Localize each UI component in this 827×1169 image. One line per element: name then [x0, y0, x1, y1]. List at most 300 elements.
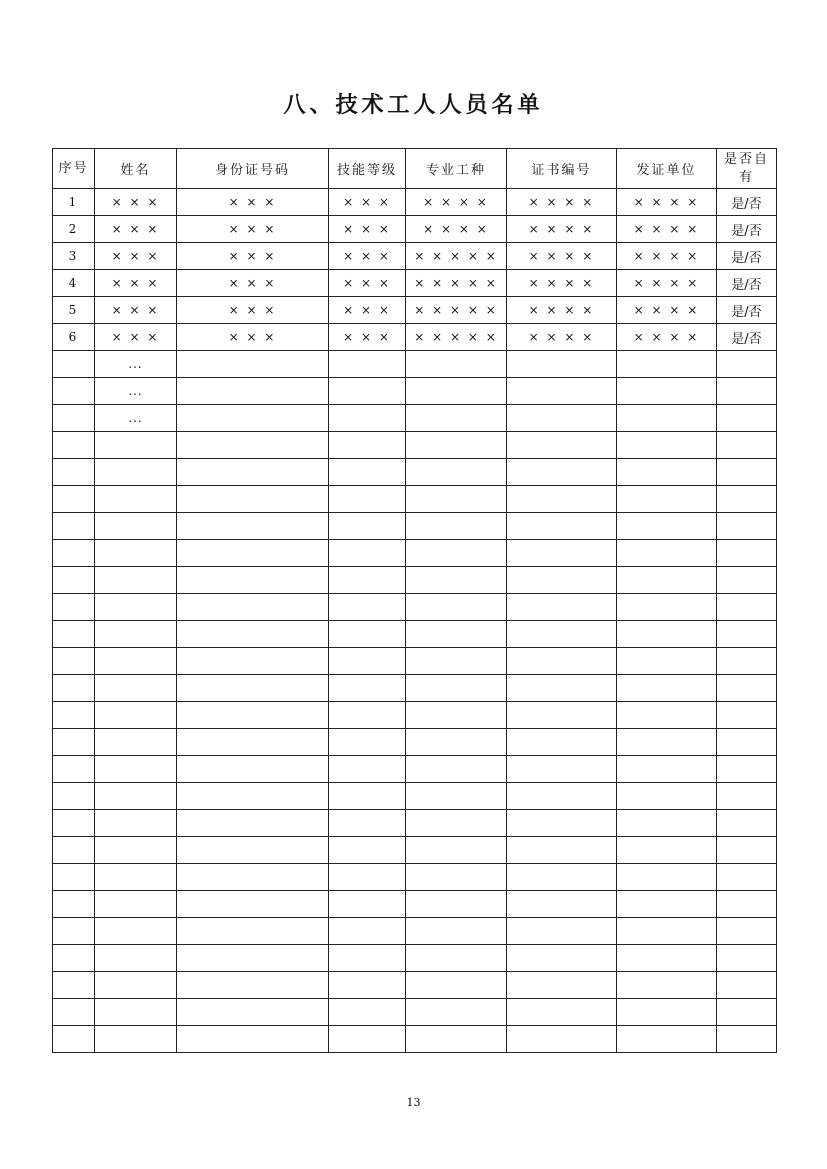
cell-seq: 4 [53, 270, 95, 297]
cell-empty [95, 972, 177, 999]
cell-skill-level: × × × [329, 297, 406, 324]
cell-empty [617, 540, 717, 567]
cell-empty [177, 756, 329, 783]
cell-empty [53, 918, 95, 945]
cell-cert-number: × × × × [507, 270, 617, 297]
cell-empty [329, 648, 406, 675]
cell-empty [617, 486, 717, 513]
cell-skill-level: × × × [329, 243, 406, 270]
cell-empty [717, 513, 777, 540]
cell-empty [95, 567, 177, 594]
cell-own: 是/否 [717, 297, 777, 324]
cell-empty [406, 1026, 507, 1053]
cell-empty [717, 810, 777, 837]
cell-empty [406, 513, 507, 540]
cell-empty [406, 810, 507, 837]
cell-name: × × × [95, 270, 177, 297]
header-own [717, 149, 777, 189]
cell-empty [717, 1026, 777, 1053]
cell-empty [617, 810, 717, 837]
cell-empty [617, 378, 717, 405]
cell-empty [507, 513, 617, 540]
cell-empty [177, 567, 329, 594]
cell-empty [406, 891, 507, 918]
cell-empty [406, 540, 507, 567]
cell-cert-number: × × × × [507, 243, 617, 270]
cell-empty [406, 405, 507, 432]
cell-seq: 5 [53, 297, 95, 324]
cell-empty [717, 918, 777, 945]
cell-empty [507, 999, 617, 1026]
cell-id-number: × × × [177, 189, 329, 216]
cell-empty [507, 864, 617, 891]
header-seq-label: 序号 [58, 160, 89, 176]
cell-empty [53, 756, 95, 783]
table-row-blank [53, 432, 777, 459]
cell-empty [617, 864, 717, 891]
header-issuer: 发证单位 [617, 149, 717, 189]
cell-empty [717, 459, 777, 486]
cell-empty [406, 621, 507, 648]
cell-empty [95, 648, 177, 675]
table-row-blank [53, 918, 777, 945]
cell-empty [507, 648, 617, 675]
header-seq [53, 149, 95, 189]
cell-issuer: × × × × [617, 270, 717, 297]
cell-empty [406, 999, 507, 1026]
cell-cert-number: × × × × [507, 297, 617, 324]
cell-empty [53, 729, 95, 756]
cell-empty [617, 783, 717, 810]
table-row-blank [53, 756, 777, 783]
cell-empty [177, 810, 329, 837]
cell-empty [177, 675, 329, 702]
cell-empty [95, 783, 177, 810]
cell-empty [507, 432, 617, 459]
cell-empty [617, 513, 717, 540]
cell-empty [406, 702, 507, 729]
cell-empty [507, 1026, 617, 1053]
table-row-ellipsis [53, 405, 777, 432]
cell-empty [406, 945, 507, 972]
table-row-blank [53, 486, 777, 513]
cell-trade: × × × × [406, 189, 507, 216]
table-row-blank [53, 891, 777, 918]
cell-empty [95, 486, 177, 513]
table-row-blank [53, 675, 777, 702]
cell-cert-number: × × × × [507, 189, 617, 216]
cell-empty [329, 837, 406, 864]
header-id-number: 身份证号码 [177, 149, 329, 189]
cell-empty [177, 486, 329, 513]
table-row [53, 270, 777, 297]
cell-skill-level: × × × [329, 189, 406, 216]
table-row-blank [53, 783, 777, 810]
cell-empty [406, 486, 507, 513]
cell-empty [177, 891, 329, 918]
cell-empty [329, 540, 406, 567]
cell-empty [177, 783, 329, 810]
cell-id-number: × × × [177, 297, 329, 324]
cell-empty [717, 648, 777, 675]
cell-empty [329, 891, 406, 918]
cell-empty [717, 405, 777, 432]
cell-trade: × × × × × [406, 243, 507, 270]
table-row-blank [53, 972, 777, 999]
cell-empty [53, 621, 95, 648]
cell-own: 是/否 [717, 216, 777, 243]
cell-name: × × × [95, 243, 177, 270]
table-row-blank [53, 648, 777, 675]
cell-empty [406, 783, 507, 810]
cell-empty [95, 810, 177, 837]
cell-empty [95, 621, 177, 648]
cell-empty [617, 972, 717, 999]
table-row-blank [53, 513, 777, 540]
cell-empty [95, 702, 177, 729]
cell-empty [507, 702, 617, 729]
header-own-label: 是否自有 [723, 151, 769, 185]
cell-empty [53, 594, 95, 621]
cell-empty [329, 351, 406, 378]
cell-empty [53, 378, 95, 405]
cell-empty [95, 729, 177, 756]
cell-empty [177, 459, 329, 486]
cell-empty [53, 432, 95, 459]
cell-empty [53, 459, 95, 486]
cell-empty [617, 432, 717, 459]
cell-empty [177, 594, 329, 621]
cell-empty [177, 540, 329, 567]
cell-empty [329, 567, 406, 594]
table-body [53, 189, 777, 1053]
cell-empty [329, 702, 406, 729]
cell-empty [177, 1026, 329, 1053]
cell-name: × × × [95, 297, 177, 324]
cell-empty [507, 972, 617, 999]
cell-empty [329, 432, 406, 459]
table-row-blank [53, 999, 777, 1026]
cell-empty [406, 864, 507, 891]
cell-empty [95, 945, 177, 972]
cell-empty [507, 351, 617, 378]
cell-empty [617, 837, 717, 864]
cell-empty [95, 918, 177, 945]
cell-empty [617, 891, 717, 918]
cell-name: × × × [95, 189, 177, 216]
cell-empty [717, 378, 777, 405]
cell-empty [53, 810, 95, 837]
cell-empty [53, 972, 95, 999]
cell-empty [95, 864, 177, 891]
cell-empty [95, 675, 177, 702]
cell-issuer: × × × × [617, 189, 717, 216]
cell-empty [53, 486, 95, 513]
cell-empty [617, 594, 717, 621]
cell-empty [329, 945, 406, 972]
cell-empty [177, 405, 329, 432]
table-row [53, 189, 777, 216]
cell-empty [507, 756, 617, 783]
cell-issuer: × × × × [617, 324, 717, 351]
cell-empty [717, 729, 777, 756]
cell-name: × × × [95, 324, 177, 351]
cell-empty [406, 648, 507, 675]
cell-empty [617, 999, 717, 1026]
cell-empty [717, 945, 777, 972]
table-row-blank [53, 864, 777, 891]
cell-empty [717, 783, 777, 810]
cell-empty [406, 432, 507, 459]
cell-empty [617, 621, 717, 648]
cell-empty [53, 405, 95, 432]
cell-empty [507, 675, 617, 702]
cell-empty [177, 729, 329, 756]
cell-empty [717, 594, 777, 621]
table-row [53, 243, 777, 270]
table-row-ellipsis [53, 351, 777, 378]
cell-empty [617, 1026, 717, 1053]
cell-empty [507, 378, 617, 405]
cell-empty [177, 837, 329, 864]
cell-own: 是/否 [717, 270, 777, 297]
cell-empty [53, 702, 95, 729]
cell-empty [507, 945, 617, 972]
cell-empty [329, 675, 406, 702]
cell-empty [507, 567, 617, 594]
cell-empty [617, 459, 717, 486]
cell-empty [329, 729, 406, 756]
cell-empty [95, 1026, 177, 1053]
cell-empty [507, 486, 617, 513]
cell-id-number: × × × [177, 324, 329, 351]
cell-empty [177, 864, 329, 891]
cell-seq: 2 [53, 216, 95, 243]
header-skill-level: 技能等级 [329, 149, 406, 189]
cell-empty [717, 999, 777, 1026]
cell-empty [507, 837, 617, 864]
cell-empty [717, 675, 777, 702]
cell-empty [53, 837, 95, 864]
cell-seq: 1 [53, 189, 95, 216]
cell-empty [717, 837, 777, 864]
cell-own: 是/否 [717, 189, 777, 216]
cell-empty [177, 621, 329, 648]
cell-empty [95, 459, 177, 486]
cell-empty [717, 756, 777, 783]
cell-trade: × × × × × [406, 270, 507, 297]
header-trade: 专业工种 [406, 149, 507, 189]
cell-empty [329, 459, 406, 486]
cell-empty [717, 621, 777, 648]
cell-empty [507, 621, 617, 648]
cell-empty [717, 972, 777, 999]
cell-empty [717, 702, 777, 729]
cell-id-number: × × × [177, 270, 329, 297]
cell-ellipsis: ... [95, 351, 177, 378]
cell-empty [329, 405, 406, 432]
cell-empty [617, 756, 717, 783]
cell-name: × × × [95, 216, 177, 243]
header-name: 姓名 [95, 149, 177, 189]
cell-empty [329, 513, 406, 540]
cell-empty [717, 567, 777, 594]
cell-empty [617, 405, 717, 432]
cell-empty [617, 675, 717, 702]
cell-empty [53, 783, 95, 810]
table-row-blank [53, 594, 777, 621]
cell-empty [507, 810, 617, 837]
cell-empty [617, 351, 717, 378]
cell-empty [329, 999, 406, 1026]
cell-trade: × × × × × [406, 297, 507, 324]
cell-seq: 3 [53, 243, 95, 270]
table-row-blank [53, 567, 777, 594]
cell-empty [177, 702, 329, 729]
cell-empty [177, 432, 329, 459]
cell-empty [95, 594, 177, 621]
table-row-blank [53, 702, 777, 729]
page-title: 八、技术工人人员名单 [283, 93, 544, 118]
cell-empty [95, 837, 177, 864]
cell-empty [507, 918, 617, 945]
cell-ellipsis: ... [95, 378, 177, 405]
table-row-blank [53, 1026, 777, 1053]
page-number: 13 [406, 1096, 421, 1109]
cell-empty [717, 864, 777, 891]
cell-empty [53, 567, 95, 594]
cell-empty [507, 891, 617, 918]
cell-empty [95, 891, 177, 918]
cell-own: 是/否 [717, 243, 777, 270]
cell-empty [329, 918, 406, 945]
cell-empty [53, 1026, 95, 1053]
cell-cert-number: × × × × [507, 324, 617, 351]
cell-empty [507, 540, 617, 567]
cell-empty [406, 378, 507, 405]
cell-issuer: × × × × [617, 216, 717, 243]
cell-empty [406, 729, 507, 756]
cell-trade: × × × × × [406, 324, 507, 351]
cell-skill-level: × × × [329, 324, 406, 351]
table-row [53, 324, 777, 351]
cell-skill-level: × × × [329, 216, 406, 243]
cell-empty [507, 594, 617, 621]
cell-empty [617, 945, 717, 972]
cell-empty [95, 756, 177, 783]
table-row-ellipsis [53, 378, 777, 405]
table-row-blank [53, 810, 777, 837]
cell-empty [507, 459, 617, 486]
cell-empty [406, 594, 507, 621]
cell-empty [329, 594, 406, 621]
cell-empty [717, 432, 777, 459]
cell-empty [53, 891, 95, 918]
cell-empty [617, 648, 717, 675]
cell-empty [507, 783, 617, 810]
cell-empty [53, 864, 95, 891]
cell-empty [177, 999, 329, 1026]
table-row-blank [53, 945, 777, 972]
table-row [53, 297, 777, 324]
cell-empty [177, 378, 329, 405]
technician-roster-table [52, 148, 777, 1053]
cell-empty [53, 351, 95, 378]
table-row-blank [53, 837, 777, 864]
cell-empty [177, 648, 329, 675]
cell-empty [329, 972, 406, 999]
cell-empty [329, 864, 406, 891]
cell-empty [329, 810, 406, 837]
cell-empty [617, 702, 717, 729]
cell-empty [53, 540, 95, 567]
table-row-blank [53, 540, 777, 567]
cell-empty [406, 567, 507, 594]
cell-empty [329, 783, 406, 810]
cell-empty [617, 567, 717, 594]
cell-empty [329, 486, 406, 513]
cell-empty [406, 837, 507, 864]
cell-empty [406, 918, 507, 945]
cell-empty [53, 945, 95, 972]
cell-empty [406, 459, 507, 486]
table-row-blank [53, 729, 777, 756]
cell-empty [53, 648, 95, 675]
cell-empty [507, 405, 617, 432]
cell-empty [406, 675, 507, 702]
cell-empty [329, 1026, 406, 1053]
cell-trade: × × × × [406, 216, 507, 243]
cell-empty [717, 486, 777, 513]
cell-empty [95, 540, 177, 567]
cell-empty [329, 756, 406, 783]
cell-empty [53, 513, 95, 540]
cell-empty [95, 432, 177, 459]
table-header-row [53, 149, 777, 189]
table-row [53, 216, 777, 243]
header-cert-number: 证书编号 [507, 149, 617, 189]
cell-empty [406, 756, 507, 783]
cell-empty [177, 972, 329, 999]
cell-issuer: × × × × [617, 297, 717, 324]
cell-empty [717, 540, 777, 567]
cell-empty [177, 918, 329, 945]
cell-empty [329, 378, 406, 405]
cell-issuer: × × × × [617, 243, 717, 270]
cell-empty [95, 513, 177, 540]
cell-empty [717, 351, 777, 378]
cell-skill-level: × × × [329, 270, 406, 297]
cell-empty [177, 351, 329, 378]
cell-empty [53, 675, 95, 702]
cell-id-number: × × × [177, 216, 329, 243]
cell-id-number: × × × [177, 243, 329, 270]
cell-empty [329, 621, 406, 648]
cell-empty [177, 513, 329, 540]
cell-own: 是/否 [717, 324, 777, 351]
cell-cert-number: × × × × [507, 216, 617, 243]
cell-empty [617, 729, 717, 756]
cell-empty [617, 918, 717, 945]
cell-empty [177, 945, 329, 972]
cell-empty [406, 351, 507, 378]
cell-empty [406, 972, 507, 999]
cell-empty [53, 999, 95, 1026]
cell-seq: 6 [53, 324, 95, 351]
cell-empty [717, 891, 777, 918]
cell-empty [95, 999, 177, 1026]
cell-empty [507, 729, 617, 756]
